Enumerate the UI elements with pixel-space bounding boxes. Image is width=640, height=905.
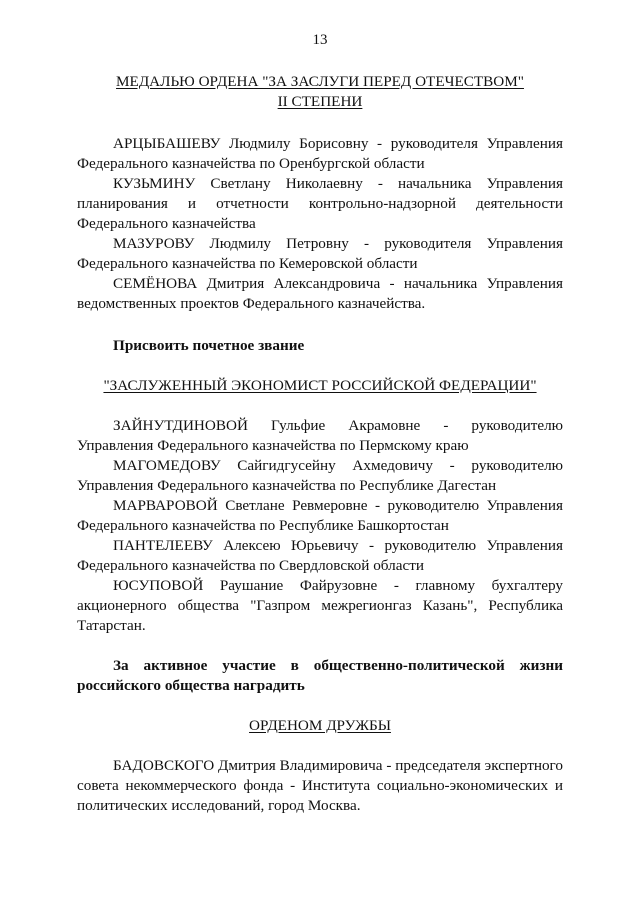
title-intro: Присвоить почетное звание [113, 337, 305, 354]
award-intro: За активное участие в общественно-политической жизни российского общества наградить [77, 657, 563, 694]
title-recipient: ЮСУПОВОЙ Раушание Файрузовне - главному бухгалтеру акционерного общества "Газпром межрегионгаз Казань", Республика Татарстан. [77, 577, 563, 634]
medal-recipient: СЕМЁНОВА Дмитрия Александровича - начальника Управления ведомственных проектов Федерального казначейства. [77, 275, 563, 312]
medal-heading [77, 72, 563, 112]
medal-recipient: МАЗУРОВУ Людмилу Петровну - руководителя Управления Федерального казначейства по Кемеровской области [77, 235, 563, 272]
order-recipient: БАДОВСКОГО Дмитрия Владимировича - председателя экспертного совета некоммерческого фонда - Института социально-экономических и политических исследований, город Москва. [77, 757, 563, 814]
medal-heading-line1: МЕДАЛЬЮ ОРДЕНА "ЗА ЗАСЛУГИ ПЕРЕД ОТЕЧЕСТВОМ" [116, 73, 524, 90]
order-heading: ОРДЕНОМ ДРУЖБЫ [249, 717, 391, 734]
medal-heading-line2: II СТЕПЕНИ [277, 93, 363, 110]
title-heading: "ЗАСЛУЖЕННЫЙ ЭКОНОМИСТ РОССИЙСКОЙ ФЕДЕРАЦИИ" [103, 377, 537, 394]
title-recipient: МАРВАРОВОЙ Светлане Ревмеровне - руководителю Управления Федерального казначейства по Республике Башкортостан [77, 497, 563, 534]
title-recipient: ЗАЙНУТДИНОВОЙ Гульфие Акрамовне - руководителю Управления Федерального казначейства по Пермскому краю [77, 417, 563, 454]
document-body [77, 72, 563, 816]
medal-recipient: АРЦЫБАШЕВУ Людмилу Борисовну - руководителя Управления Федерального казначейства по Оренбургской области [77, 135, 563, 172]
title-recipient: ПАНТЕЛЕЕВУ Алексею Юрьевичу - руководителю Управления Федерального казначейства по Свердловской области [77, 537, 563, 574]
title-recipient: МАГОМЕДОВУ Сайгидгусейну Ахмедовичу - руководителю Управления Федерального казначейства по Республике Дагестан [77, 457, 563, 494]
medal-recipient: КУЗЬМИНУ Светлану Николаевну - начальника Управления планирования и отчетности контрольно-надзорной деятельности Федерального казначейства [77, 175, 563, 232]
page-number: 13 [312, 32, 328, 48]
